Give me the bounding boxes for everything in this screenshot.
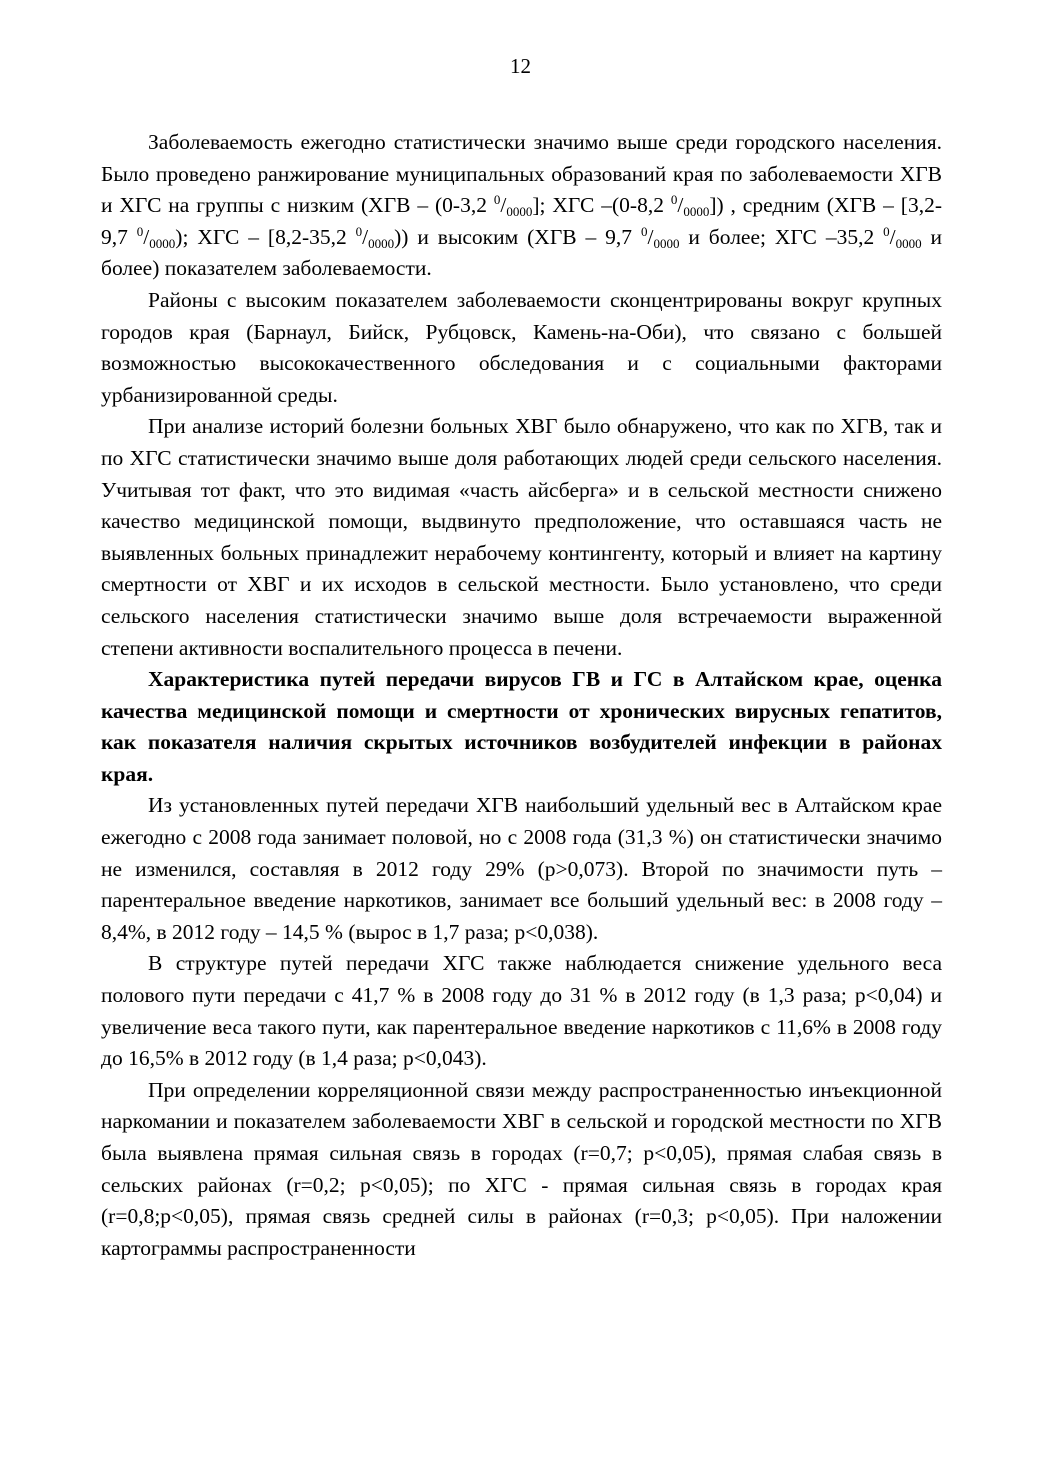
- text-run: При анализе историй болезни больных ХВГ было обнаружено, что как по ХГВ, так и по ХГС статистически значимо выше доля работающих людей среди сельского населения. Учитывая тот факт, что это видимая «часть айсберга» и в сельской местности снижено качество медицинской помощи, выдвинуто предположение, что оставшаяся часть не выявленных больных принадлежит нерабочему контингенту, который и влияет на картину смертности от ХВГ и их исходов в сельской местности. Было установлено, что среди сельского населения статистически значимо выше доля встречаемости выраженной степени активности воспалительного процесса в печени.: [101, 414, 942, 660]
- text-run: В структуре путей передачи ХГС также наблюдается снижение удельного веса полового пути передачи с 41,7 % в 2008 году до 31 % в 2012 году (в 1,3 раза; р<0,04) и увеличение веса такого пути, как парентеральное введение наркотиков с 11,6% в 2008 году до 16,5% в 2012 году (в 1,4 раза; р<0,043).: [101, 951, 942, 1071]
- superscript: 0: [355, 223, 363, 239]
- superscript: 0: [883, 223, 890, 239]
- paragraph-correlation: [101, 1075, 942, 1265]
- text-run: ]; ХГС –(0-8,2: [532, 193, 671, 218]
- text-run: ]) , средним (ХГВ – [3,2-9,7: [101, 193, 942, 249]
- paragraph-hbv-transmission: [101, 790, 942, 948]
- text-run: /: [500, 193, 507, 218]
- text-run: Из установленных путей передачи ХГВ наибольший удельный вес в Алтайском крае ежегодно с 2008 года занимает половой, но с 2008 года (31,3 %) он статистически значимо не изменился, составляя в 2012 году 29% (р>0,073). Второй по значимости путь – парентеральное введение наркотиков, занимает все больший удельный вес: в 2008 году – 8,4%, в 2012 году – 14,5 % (вырос в 1,7 раза; р<0,038).: [101, 793, 942, 944]
- text-run: /: [889, 224, 896, 249]
- text-run: /: [677, 193, 684, 218]
- superscript: 0: [136, 223, 144, 239]
- text-run: Характеристика путей передачи вирусов ГВ и ГС в Алтайском крае, оценка качества медицинской помощи и смертности от хронических вирусных гепатитов, как показателя наличия скрытых источников возбудителей инфекции в районах края.: [101, 667, 942, 786]
- text-run: Районы с высоким показателем заболеваемости сконцентрированы вокруг крупных городов края (Барнаул, Бийск, Рубцовск, Камень-на-Оби), что связано с большей возможностью высококачественного обследования и с социальными факторами урбанизированной среды.: [101, 287, 942, 407]
- subscript: 0000: [683, 204, 710, 220]
- text-run: /: [143, 224, 150, 249]
- superscript: 0: [670, 192, 678, 208]
- paragraph-high-incidence-districts: [101, 285, 942, 411]
- page-body: [101, 127, 942, 1264]
- superscript: 0: [493, 192, 501, 208]
- subscript: 0000: [895, 235, 922, 251]
- subscript: 0000: [149, 235, 176, 251]
- text-run: Заболеваемость ежегодно статистически значимо выше среди городского населения. Было проведено ранжирование муниципальных образований края по заболеваемости ХГВ и ХГС на группы с низким (ХГВ – (0-3,2: [101, 130, 942, 218]
- text-run: и более; ХГС –35,2: [679, 224, 884, 249]
- text-run: При определении корреляционной связи между распространенностью инъекционной наркомании и показателем заболеваемости ХВГ в сельской и городской местности по ХГВ была выявлена прямая сильная связь в городах (r=0,7; р<0,05), прямая слабая связь в сельских районах (r=0,2; р<0,05); по ХГС - прямая сильная связь в городах края (r=0,8;р<0,05), прямая связь средней силы в районах (r=0,3; р<0,05). При наложении картограммы распространенности: [101, 1077, 942, 1260]
- paragraph-hcv-transmission: [101, 948, 942, 1074]
- paragraph-case-history-analysis: [101, 411, 942, 664]
- text-run: и более) показателем заболеваемости.: [101, 224, 943, 281]
- paragraph-urban-incidence: [101, 127, 942, 285]
- text-run: )) и высоким (ХГВ – 9,7: [394, 224, 641, 249]
- text-run: /: [647, 224, 654, 249]
- section-heading: [101, 664, 942, 790]
- subscript: 0000: [368, 235, 395, 251]
- text-run: ); ХГС – [8,2-35,2: [175, 224, 356, 249]
- text-run: /: [362, 224, 369, 249]
- subscript: 0000: [653, 235, 680, 251]
- page-number: 12: [510, 54, 531, 78]
- superscript: 0: [640, 223, 648, 239]
- subscript: 0000: [506, 204, 533, 220]
